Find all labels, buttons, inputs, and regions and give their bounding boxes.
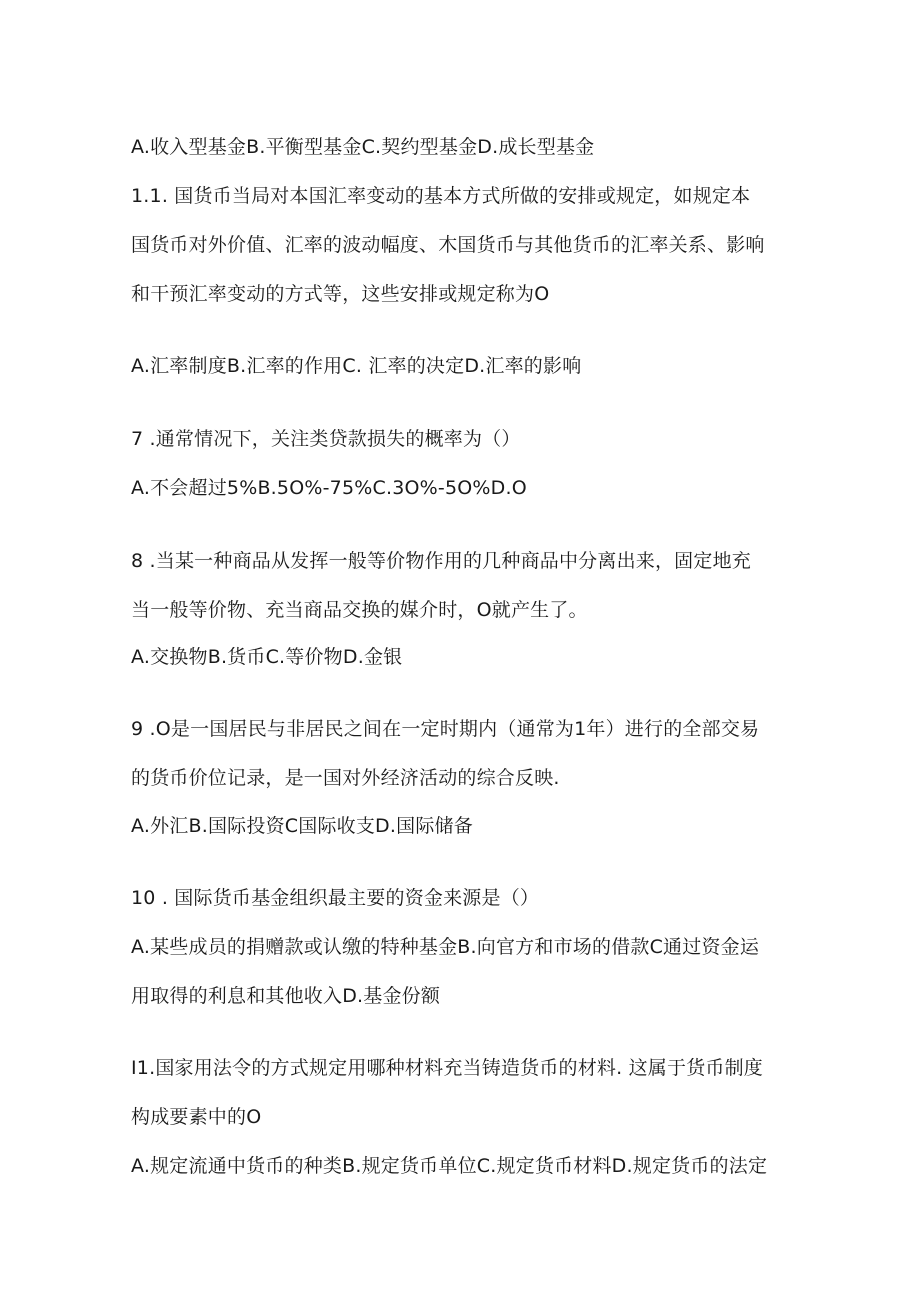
question-line-q8-2: 当一般等价物、充当商品交换的媒介时，O就产生了。: [131, 599, 588, 621]
option-line-q6: A.汇率制度B.汇率的作用C. 汇率的决定D.汇率的影响: [131, 355, 582, 377]
question-line-q9-2: 的货币价位记录，是一国对外经济活动的综合反映.: [131, 767, 560, 789]
question-line-q9-1: 9 .O是一国居民与非居民之间在一定时期内（通常为1年）进行的全部交易: [131, 718, 760, 740]
question-line-q11-1: I1.国家用法令的方式规定用哪种材料充当铸造货币的材料. 这属于货币制度: [131, 1057, 764, 1079]
option-line-q5: A.收入型基金B.平衡型基金C.契约型基金D.成长型基金: [131, 136, 595, 158]
option-line-q10-1: A.某些成员的捐赠款或认缴的特种基金B.向官方和市场的借款C通过资金运: [131, 936, 760, 958]
option-line-q10-2: 用取得的利息和其他收入D.基金份额: [131, 985, 441, 1007]
question-line-q6-3: 和干预汇率变动的方式等，这些安排或规定称为O: [131, 283, 550, 305]
option-line-q8: A.交换物B.货币C.等价物D.金银: [131, 646, 403, 668]
question-line-q10: 10 . 国际货币基金组织最主要的资金来源是（）: [131, 887, 540, 909]
question-line-q6-1: 1.1. 国货币当局对本国汇率变动的基本方式所做的安排或规定，如规定本: [131, 185, 751, 207]
question-line-q11-2: 构成要素中的O: [131, 1106, 262, 1128]
option-line-q11: A.规定流通中货币的种类B.规定货币单位C.规定货币材料D.规定货币的法定: [131, 1155, 768, 1177]
option-line-q7: A.不会超过5%B.5O%-75%C.3O%-5O%D.O: [131, 477, 527, 499]
question-line-q8-1: 8 .当某一种商品从发挥一般等价物作用的几种商品中分离出来，固定地充: [131, 550, 751, 572]
question-line-q6-2: 国货币对外价值、汇率的波动幅度、木国货币与其他货币的汇率关系、影响: [131, 234, 765, 256]
question-line-q7: 7 .通常情况下，关注类贷款损失的概率为（）: [131, 428, 521, 450]
option-line-q9: A.外汇B.国际投资C国际收支D.国际储备: [131, 815, 473, 837]
